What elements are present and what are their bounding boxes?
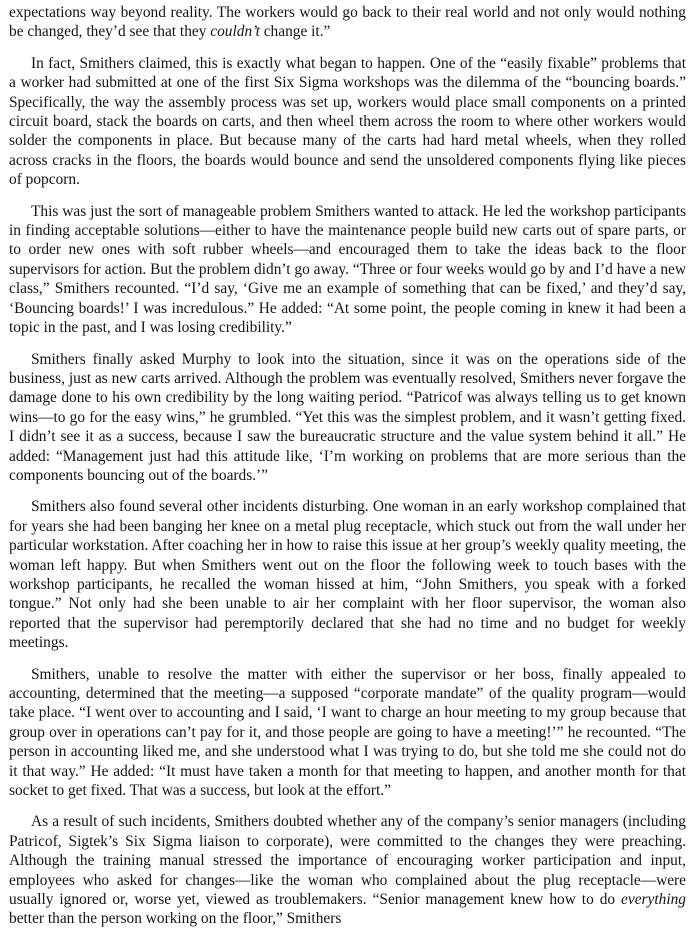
paragraph-1-text-a: expectations way beyond reality. The workers would go back to their real world and not only would nothing be changed, they’d see that they [9,4,686,41]
paragraph-4 [9,350,686,486]
paragraph-1-emphasis: couldn’t [210,23,260,41]
paragraph-7-emphasis: everything [621,891,686,909]
paragraph-6 [9,665,686,801]
paragraph-5-text: Smithers also found several other incidents disturbing. One woman in an early workshop complained that for years she had been banging her knee on a metal plug receptacle, which stuck out from the wall under her particular workstation. After coaching her in how to raise this issue at her group’s weekly quality meeting, the woman left happy. But when Smithers went out on the floor the following week to touch bases with the workshop participants, he recalled the woman hissed at him, “John Smithers, you speak with a forked tongue.” Not only had she been unable to air her complaint with her floor supervisor, the woman also reported that the supervisor had peremptorily declared that she had no time and no budget for weekly meetings. [9,498,686,652]
paragraph-6-text: Smithers, unable to resolve the matter with either the supervisor or her boss, finally appealed to accounting, determined that the meeting—a supposed “corporate mandate” of the quality program—would take place. “I went over to accounting and I said, ‘I want to charge an hour meeting to my group because that group over in operations can’t pay for it, and those people are going to have a meeting!’” he recounted. “The person in accounting liked me, and she understood what I was trying to do, but she told me she could not do it that way.” He added: “It must have taken a month for that meeting to happen, and another month for that socket to get fixed. That was a success, but look at the effort.” [9,665,686,800]
paragraph-1 [9,3,686,42]
paragraph-7-text-a: As a result of such incidents, Smithers doubted whether any of the company’s senior managers (including Patricof, Sigtek’s Six Sigma liaison to corporate), were committed to the changes they were preaching. Although the training manual stressed the importance of encouraging worker participation and input, employees who asked for changes—like the woman who complained about the plug receptacle—were usually ignored or, worse yet, viewed as troublemakers. “Senior management knew how to do [9,813,686,909]
paragraph-5 [9,497,686,652]
paragraph-4-text: Smithers finally asked Murphy to look into the situation, since it was on the operations side of the business, just as new carts arrived. Although the problem was eventually resolved, Smithers never forgave the damage done to his own credibility by the long waiting period. “Patricof was always telling us to get known wins—to go for the easy wins,” he grumbled. “Yet this was the simplest problem, and it wasn’t getting fixed. I didn’t see it as a success, because I saw the bureaucratic structure and the value system behind it all.” He added: “Management just had this attitude like, ‘I’m working on problems that are more serious than the components bouncing out of the boards.’” [9,350,686,484]
paragraph-2-text: In fact, Smithers claimed, this is exactly what began to happen. One of the “easily fixable” problems that a worker had submitted at one of the first Six Sigma workshops was the dilemma of the “bouncing boards.” Specifically, the way the assembly process was set up, workers would place small components on a printed circuit board, stack the boards on carts, and then wheel them across the room to where other workers would solder the components in place. But because many of the carts had hard metal wheels, when they rolled across cracks in the floors, the boards would bounce and send the unsoldered components flying like pieces of popcorn. [9,54,686,189]
paragraph-3 [9,202,686,338]
paragraph-7-text-b: better than the person working on the floor,” Smithers [9,910,342,928]
paragraph-2 [9,54,686,190]
document-page [9,3,686,929]
paragraph-3-text: This was just the sort of manageable problem Smithers wanted to attack. He led the workshop participants in finding acceptable solutions—either to have the maintenance people build new carts out of spare parts, or to order new ones with soft rubber wheels—and encouraged them to take the ideas back to the floor supervisors for action. But the problem didn’t go away. “Three or four weeks would go by and I’d have a new class,” Smithers recounted. “I’d say, ‘Give me an example of something that can be fixed,’ and they’d say, ‘Bouncing boards!’ I was incredulous.” He added: “At some point, the people coming in knew it had been a topic in the past, and I was losing credibility.” [9,202,686,337]
paragraph-1-text-b: change it.” [259,23,331,41]
paragraph-7 [9,812,686,928]
